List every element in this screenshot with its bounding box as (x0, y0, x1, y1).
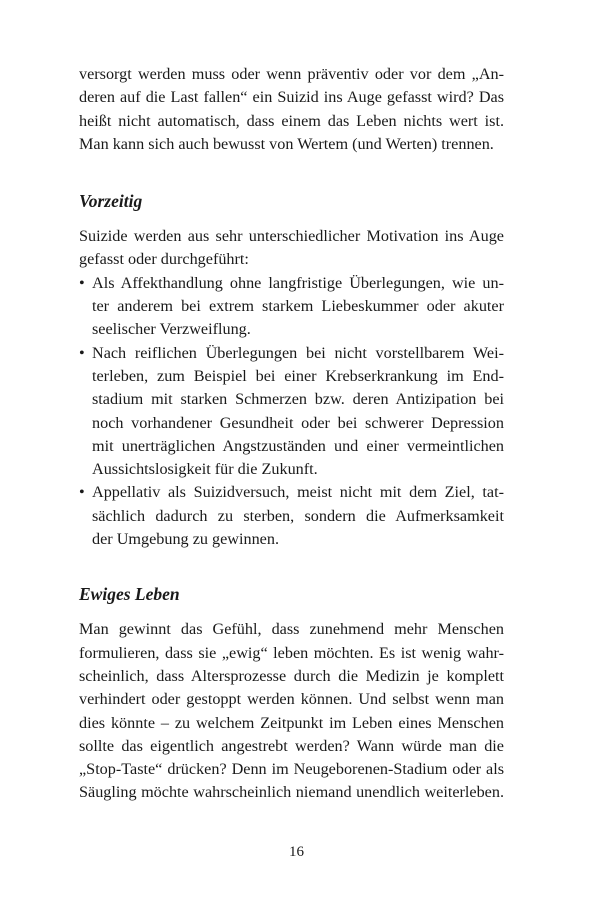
section-heading-vorzeitig: Vorzeitig (79, 191, 143, 212)
text-line: terleben, zum Beispiel bei einer Krebserkrankung im End- (92, 366, 504, 385)
text-line: heißt nicht automatisch, dass einem das Leben nichts wert ist. (79, 111, 504, 130)
bullet-icon: • (79, 273, 85, 292)
text-line: formulieren, dass sie „ewig“ leben möchten. Es ist wenig wahr- (79, 643, 504, 662)
text-line: mit unerträglichen Angstzuständen und einer vermeintlichen (92, 436, 504, 455)
text-line: Man kann sich auch bewusst von Wertem (und Werten) trennen. (79, 134, 494, 153)
text-line: verhindert oder gestoppt werden können. Und selbst wenn man (79, 690, 504, 709)
text-line: noch vorhandener Gesundheit oder bei schwerer Depression (92, 413, 504, 432)
list-item (79, 481, 504, 551)
text-line: Suizide werden aus sehr unterschiedlicher Motivation ins Auge (79, 227, 504, 246)
section-heading-ewiges-leben: Ewiges Leben (79, 584, 180, 605)
bullet-icon: • (79, 483, 85, 502)
list-item (79, 272, 504, 342)
text-line: deren auf die Last fallen“ ein Suizid ins Auge gefasst wird? Das (79, 88, 504, 107)
text-line: ter anderem bei extrem starkem Liebeskummer oder akuter (92, 297, 504, 316)
text-line: seelischer Verzweiflung. (92, 320, 251, 339)
text-line: der Umgebung zu gewinnen. (92, 530, 280, 549)
text-line: Als Affekthandlung ohne langfristige Überlegungen, wie un- (92, 273, 504, 292)
text-line: Säugling möchte wahrscheinlich niemand unendlich weiterleben. (79, 783, 504, 802)
text-line: „Stop-Taste“ drücken? Denn im Neugeborenen-Stadium oder als (79, 760, 504, 779)
motivation-list (79, 272, 504, 552)
text-line: sächlich dadurch zu sterben, sondern die Aufmerksamkeit (92, 506, 504, 525)
text-line: versorgt werden muss oder wenn präventiv oder vor dem „An- (79, 65, 504, 83)
text-line: Nach reiflichen Überlegungen bei nicht vorstellbarem Wei- (92, 343, 504, 362)
text-line: gefasst oder durchgeführt: (79, 250, 249, 269)
text-line: dies könnte – zu welchem Zeitpunkt im Leben eines Menschen (79, 713, 504, 732)
page-number: 16 (289, 844, 304, 860)
list-item (79, 342, 504, 482)
ewiges-leben-paragraph (79, 618, 504, 804)
intro-paragraph (79, 63, 504, 156)
bullet-icon: • (79, 343, 85, 362)
text-line: Man gewinnt das Gefühl, dass zunehmend mehr Menschen (79, 620, 504, 639)
vorzeitig-intro-paragraph (79, 225, 504, 272)
text-line: Aussichtslosigkeit für die Zukunft. (92, 460, 318, 479)
text-line: sollte das eigentlich angestrebt werden? Wann würde man die (79, 736, 504, 755)
text-line: stadium mit starken Schmerzen bzw. deren Antizipation bei (92, 390, 504, 409)
text-line: Appellativ als Suizidversuch, meist nicht mit dem Ziel, tat- (92, 483, 504, 502)
page-body (79, 63, 504, 805)
text-line: scheinlich, dass Altersprozesse durch die Medizin je komplett (79, 666, 504, 685)
